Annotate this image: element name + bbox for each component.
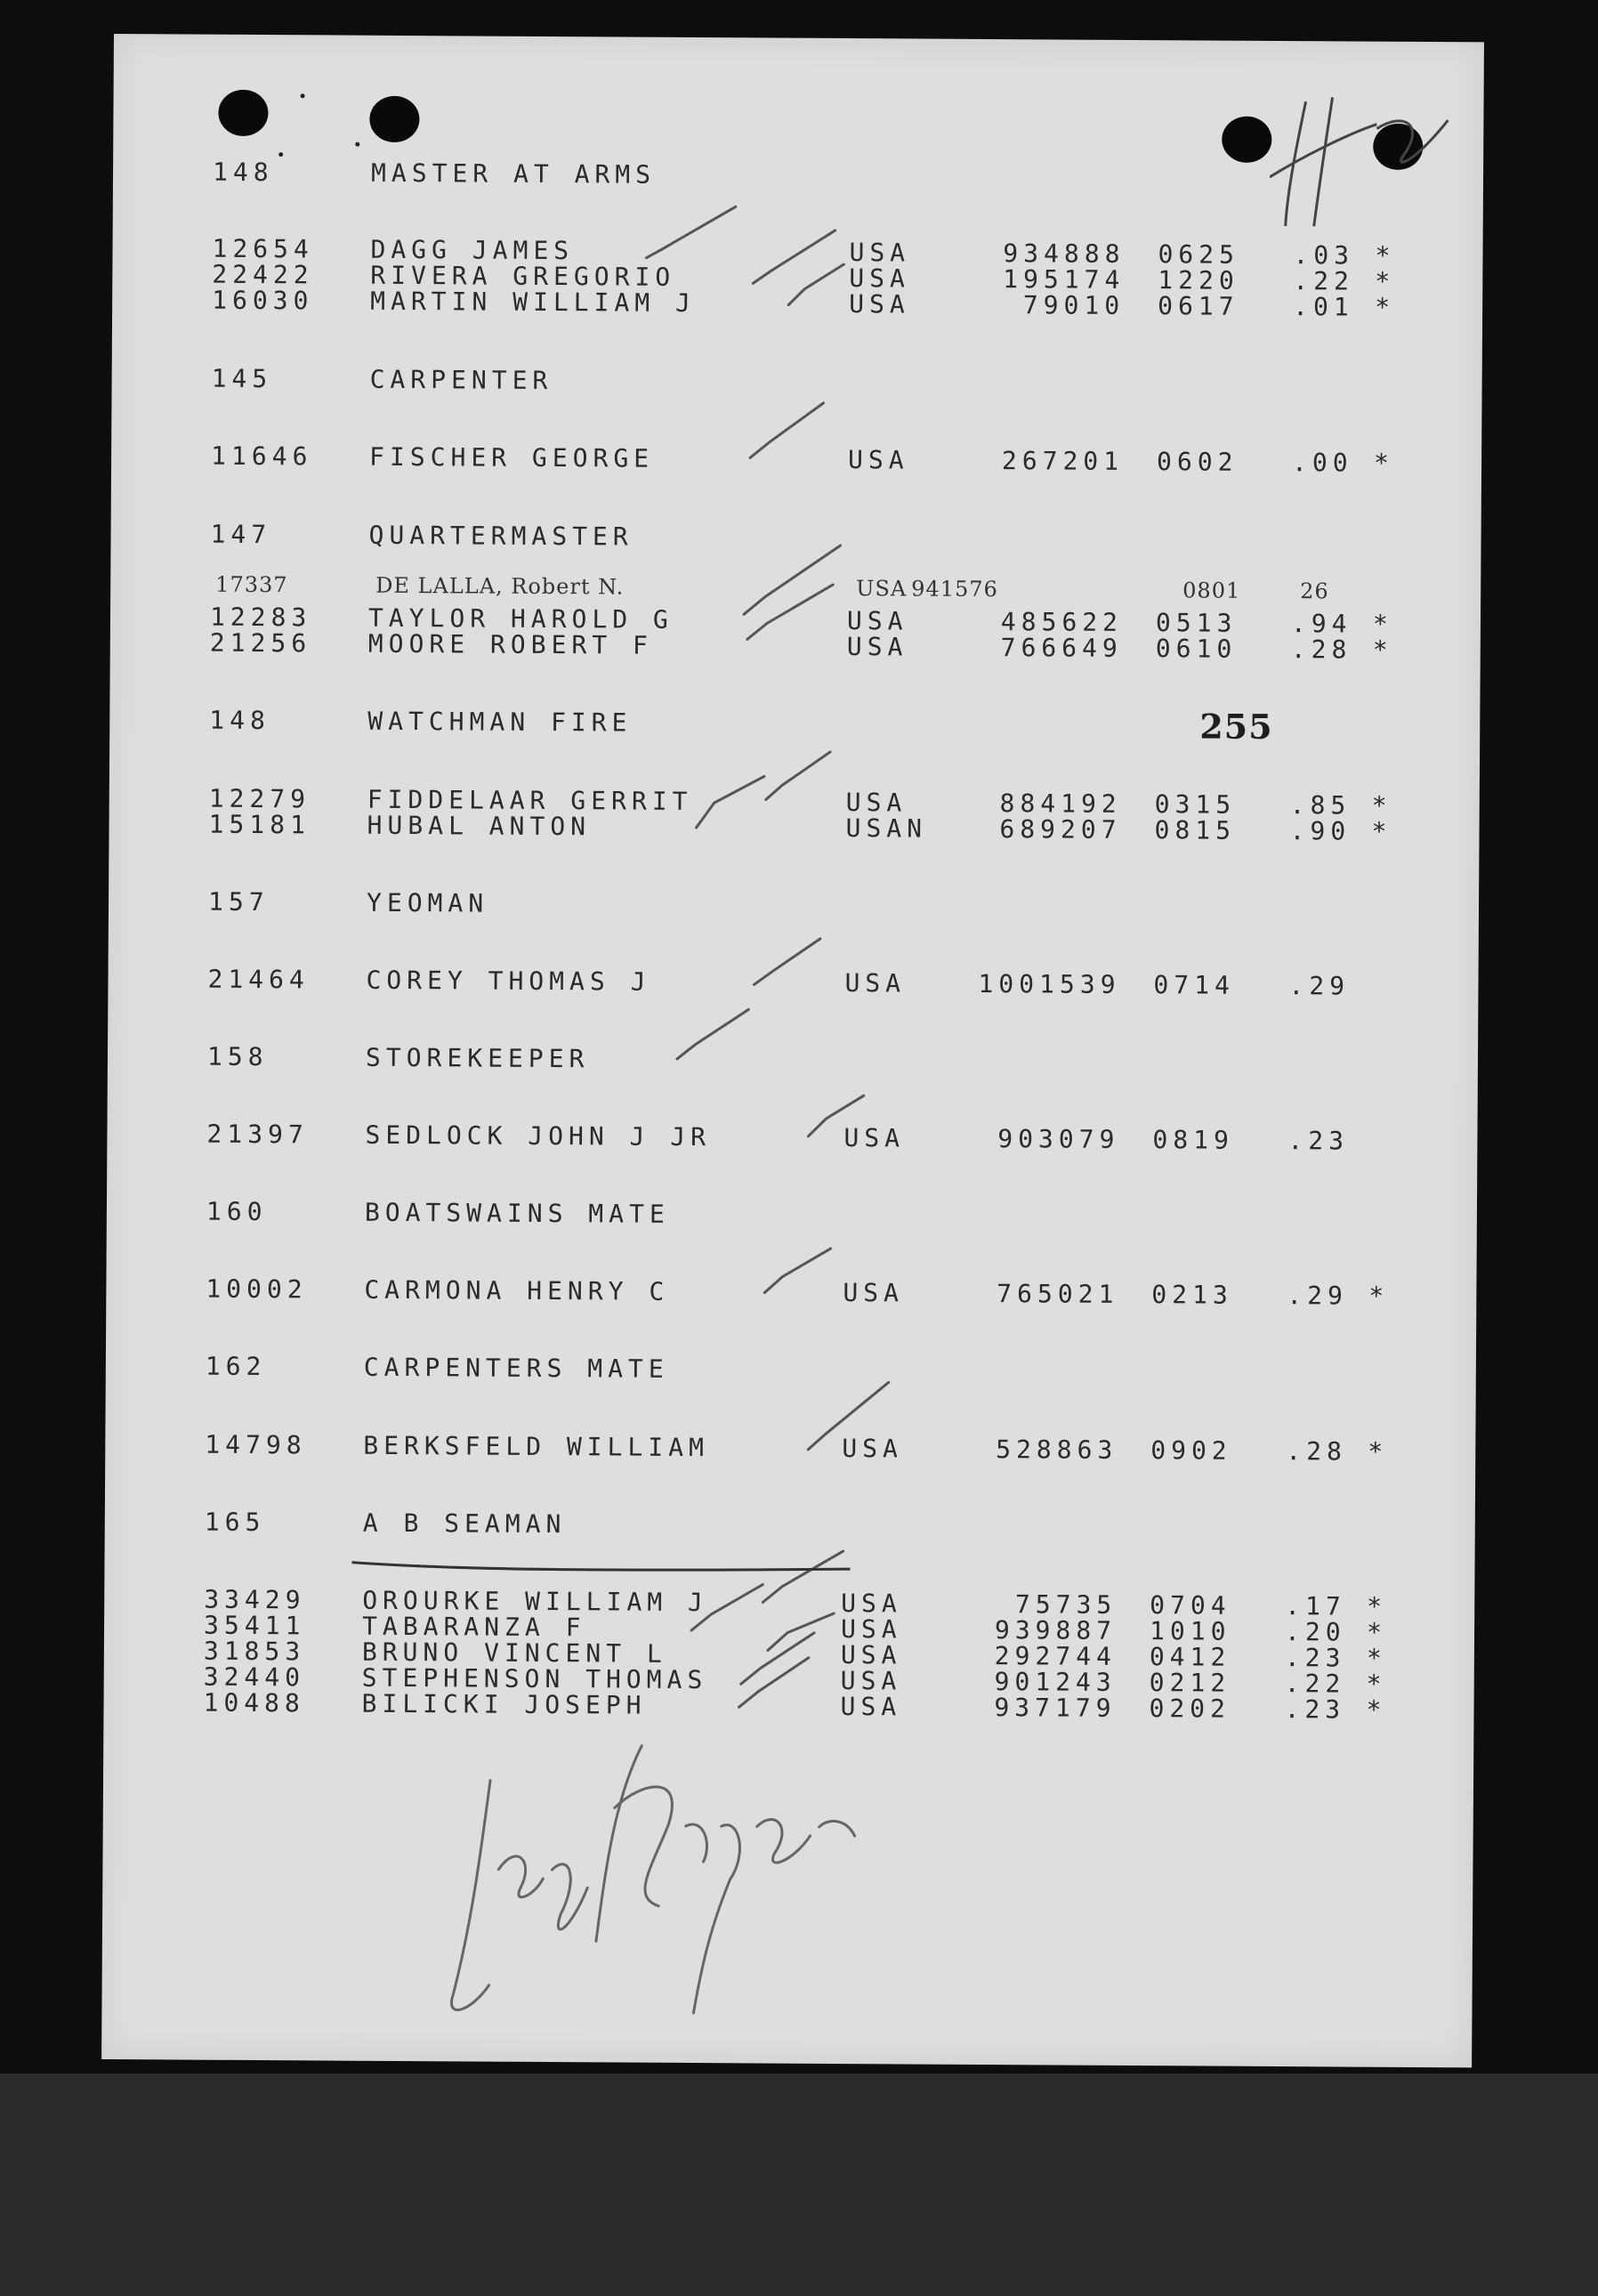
crew-flag: *: [1366, 1617, 1388, 1647]
crew-date: 1220: [1158, 265, 1239, 295]
crew-id: 267201: [1001, 446, 1125, 476]
section-heading-row: [110, 519, 1481, 557]
section-title: YEOMAN: [366, 887, 489, 918]
crew-row: [108, 964, 1478, 1002]
crew-flag: *: [1373, 448, 1395, 478]
stamped-number: 255: [1199, 706, 1273, 747]
crew-citizenship: USA: [840, 1614, 902, 1645]
crew-number: 11646: [211, 441, 313, 472]
section-code: 157: [207, 886, 270, 918]
crew-rate: 26: [1300, 578, 1329, 604]
crew-flag: *: [1375, 240, 1396, 271]
crew-name: CARMONA HENRY C: [364, 1274, 670, 1306]
crew-date: 0819: [1152, 1125, 1234, 1155]
crew-name: BILICKI JOSEPH: [361, 1688, 647, 1720]
crew-row: [111, 441, 1481, 479]
crew-citizenship: USA: [841, 1589, 902, 1619]
crew-date: 0213: [1151, 1280, 1233, 1310]
crew-rate: .85: [1289, 790, 1352, 821]
crew-number: 31853: [203, 1636, 306, 1667]
crew-rate: .17: [1285, 1591, 1346, 1621]
crew-flag: *: [1375, 266, 1396, 296]
crew-name: HUBAL ANTON: [367, 810, 592, 842]
section-title: WATCHMAN FIRE: [367, 706, 633, 738]
crew-rate: .90: [1289, 816, 1352, 846]
crew-citizenship: USA: [849, 263, 911, 294]
section-heading-row: [108, 1041, 1478, 1079]
crew-flag: *: [1371, 816, 1392, 846]
crew-citizenship: USA: [845, 788, 908, 818]
crew-number: 35411: [203, 1610, 306, 1641]
crew-date: 0412: [1149, 1642, 1231, 1672]
crew-number: 15181: [208, 809, 311, 840]
section-heading-row: [112, 363, 1482, 401]
crew-citizenship: USA: [840, 1692, 902, 1722]
crew-id: 934888: [1003, 238, 1126, 269]
section-code: 158: [206, 1041, 269, 1072]
crew-number: 33429: [204, 1584, 306, 1615]
crew-id: 79010: [1022, 290, 1126, 320]
crew-id: 1001539: [978, 968, 1121, 999]
section-title: MASTER AT ARMS: [370, 158, 657, 190]
crew-id: 901243: [994, 1667, 1117, 1697]
crew-number: 12279: [208, 783, 311, 814]
crew-rate: .23: [1287, 1126, 1350, 1156]
crew-flag: *: [1366, 1669, 1387, 1699]
crew-flag: *: [1375, 292, 1396, 322]
crew-citizenship: USA: [844, 968, 907, 998]
crew-name: STEPHENSON THOMAS: [361, 1662, 708, 1695]
document-page: [101, 34, 1484, 2067]
crew-date: 0617: [1158, 291, 1239, 321]
crew-name: FISCHER GEORGE: [369, 441, 655, 473]
crew-number: 17337: [215, 571, 288, 598]
crew-name: DE LALLA, Robert N.: [375, 572, 625, 600]
crew-rate: .23: [1284, 1694, 1346, 1725]
crew-flag: *: [1368, 1281, 1390, 1311]
crew-date: 0902: [1150, 1435, 1232, 1466]
crew-number: 10488: [203, 1687, 305, 1718]
crew-date: 0202: [1149, 1694, 1231, 1724]
crew-date: 1010: [1149, 1616, 1231, 1646]
section-title: CARPENTER: [369, 364, 553, 396]
crew-name: SEDLOCK JOHN J JR: [365, 1120, 712, 1152]
crew-rate: .22: [1284, 1669, 1346, 1699]
crew-citizenship: USA: [840, 1666, 902, 1696]
crew-name: RIVERA GREGORIO: [370, 260, 676, 292]
crew-flag: *: [1366, 1643, 1387, 1673]
crew-date: 0513: [1155, 608, 1238, 638]
scanner-background-band: [0, 2074, 1598, 2296]
section-code: 160: [206, 1196, 268, 1227]
crew-citizenship: USAN: [845, 813, 928, 844]
section-heading-row: [106, 1351, 1476, 1389]
crew-rate: .23: [1284, 1643, 1346, 1673]
crew-rate: .01: [1293, 292, 1354, 322]
handwritten-signature: [435, 1726, 882, 2032]
crew-id: 292744: [994, 1641, 1117, 1671]
crew-citizenship: USA: [843, 1278, 905, 1308]
crew-rate: .00: [1291, 448, 1353, 478]
crew-date: 0315: [1154, 789, 1237, 820]
crew-date: 0602: [1156, 447, 1239, 477]
crew-flag: *: [1372, 609, 1393, 639]
crew-id: 485622: [1000, 607, 1124, 637]
crew-id: 766649: [1000, 633, 1123, 663]
crew-name: MARTIN WILLIAM J: [370, 286, 696, 318]
section-title: STOREKEEPER: [365, 1042, 590, 1074]
crew-flag: *: [1368, 1436, 1389, 1467]
crew-rate: .94: [1290, 609, 1352, 639]
section-heading-row: [105, 1507, 1475, 1545]
crew-id: 195174: [1003, 264, 1126, 295]
crew-number: 21256: [209, 627, 312, 659]
crew-number: 21464: [207, 964, 310, 995]
crew-name: MOORE ROBERT F: [367, 628, 653, 660]
section-code: 165: [204, 1507, 266, 1538]
crew-id: 941576: [911, 576, 998, 602]
crew-rate: .28: [1290, 635, 1352, 665]
crew-number: 22422: [212, 259, 314, 290]
crew-name: OROURKE WILLIAM J: [362, 1585, 708, 1618]
crew-citizenship: USA: [846, 632, 908, 662]
crew-name: BRUNO VINCENT L: [361, 1637, 667, 1669]
crew-rate: .29: [1288, 971, 1351, 1001]
crew-number: 32440: [203, 1661, 306, 1693]
crew-citizenship: USA: [840, 1640, 902, 1670]
section-title: CARPENTERS MATE: [363, 1352, 669, 1384]
crew-number: 16030: [212, 285, 314, 316]
section-code: 148: [212, 157, 274, 188]
crew-rate: .29: [1287, 1281, 1349, 1311]
crew-citizenship: USA: [846, 606, 908, 636]
crew-date: 0801: [1182, 578, 1241, 603]
section-code: 162: [205, 1351, 267, 1382]
crew-date: 0625: [1158, 239, 1240, 270]
crew-row: [106, 1273, 1476, 1312]
section-underline: [351, 1557, 850, 1578]
crew-citizenship: USA: [842, 1434, 903, 1464]
crew-id: 689207: [999, 814, 1122, 845]
crew-id: 937179: [994, 1693, 1117, 1723]
crew-id: 903079: [997, 1124, 1120, 1154]
crew-id: 75735: [1014, 1589, 1118, 1620]
crew-date: 0714: [1153, 970, 1236, 1000]
section-code: 145: [211, 363, 273, 394]
crew-citizenship: USA: [849, 238, 911, 268]
crew-name: TAYLOR HAROLD G: [367, 602, 674, 635]
crew-number: 14798: [205, 1429, 307, 1460]
crew-date: 0704: [1150, 1590, 1231, 1621]
crew-rate: .03: [1293, 240, 1355, 271]
crew-name: DAGG JAMES: [370, 234, 575, 266]
crew-flag: *: [1367, 1591, 1388, 1621]
crew-number: 10002: [206, 1273, 308, 1305]
section-title: BOATSWAINS MATE: [364, 1197, 670, 1229]
crew-number: 12654: [212, 233, 314, 264]
crew-date: 0212: [1149, 1668, 1231, 1698]
section-heading-row: [113, 157, 1483, 195]
crew-id: 528863: [996, 1435, 1118, 1465]
section-heading-row: [109, 886, 1479, 925]
crew-name: FIDDELAAR GERRIT: [367, 784, 693, 816]
crew-flag: *: [1366, 1694, 1387, 1725]
crew-number: 12283: [209, 602, 312, 633]
section-heading-row: [109, 705, 1480, 743]
section-title: A B SEAMAN: [362, 1508, 567, 1540]
crew-rate: .20: [1284, 1617, 1346, 1647]
crew-citizenship: USA: [849, 289, 910, 319]
crew-id: 765021: [997, 1279, 1119, 1309]
crew-date: 0815: [1154, 815, 1237, 845]
crew-row: [105, 1429, 1475, 1467]
crew-id: 939887: [994, 1615, 1118, 1645]
crew-citizenship: USA: [843, 1123, 906, 1153]
crew-flag: *: [1371, 790, 1392, 821]
section-code: 148: [209, 705, 270, 736]
crew-rate: .28: [1286, 1436, 1347, 1467]
section-heading-row: [107, 1196, 1477, 1234]
section-title: QUARTERMASTER: [368, 520, 634, 552]
crew-name: TABARANZA F: [361, 1611, 586, 1643]
section-code: 147: [210, 519, 272, 550]
crew-rate: .22: [1293, 266, 1355, 296]
crew-name: BERKSFELD WILLIAM: [363, 1430, 709, 1463]
crew-row: [107, 1119, 1477, 1157]
crew-citizenship: USA: [847, 445, 909, 475]
crew-date: 0610: [1155, 634, 1238, 664]
crew-id: 884192: [999, 788, 1122, 819]
crew-citizenship: USA: [856, 576, 908, 602]
crew-number: 21397: [206, 1119, 309, 1150]
crew-flag: *: [1372, 635, 1393, 665]
crew-name: COREY THOMAS J: [366, 965, 651, 997]
